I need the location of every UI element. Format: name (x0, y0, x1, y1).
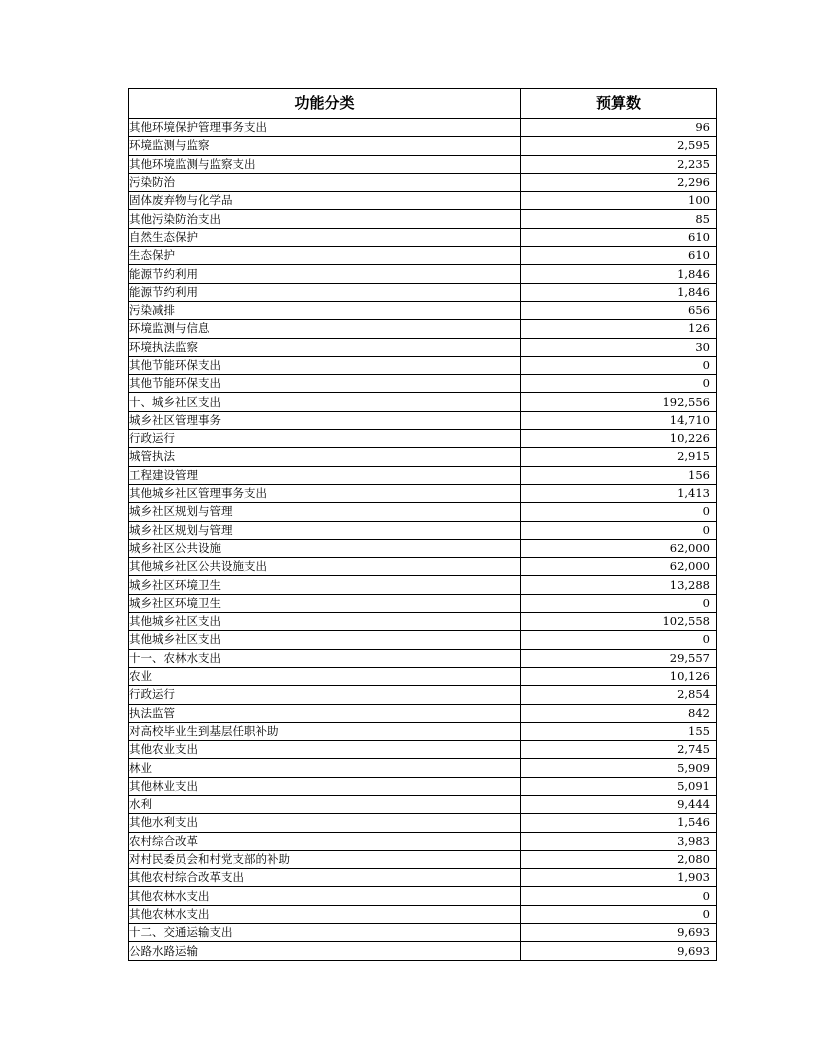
table-header-row (129, 89, 717, 119)
table-row (129, 265, 717, 283)
amount-cell: 9,693 (521, 942, 717, 960)
amount-header: 预算数 (521, 89, 717, 119)
category-cell: 生态保护 (129, 247, 521, 265)
table-row (129, 558, 717, 576)
amount-cell: 0 (521, 521, 717, 539)
category-cell: 自然生态保护 (129, 228, 521, 246)
amount-cell: 13,288 (521, 576, 717, 594)
table-row (129, 192, 717, 210)
category-cell: 其他环境保护管理事务支出 (129, 119, 521, 137)
table-row (129, 667, 717, 685)
table-row (129, 466, 717, 484)
table-row (129, 924, 717, 942)
amount-cell: 29,557 (521, 649, 717, 667)
amount-cell: 0 (521, 594, 717, 612)
table-row (129, 137, 717, 155)
amount-cell: 2,296 (521, 173, 717, 191)
table-row (129, 795, 717, 813)
category-cell: 林业 (129, 759, 521, 777)
category-cell: 行政运行 (129, 686, 521, 704)
amount-cell: 5,091 (521, 777, 717, 795)
table-row (129, 814, 717, 832)
category-cell: 其他农业支出 (129, 741, 521, 759)
table-row (129, 155, 717, 173)
category-cell: 公路水路运输 (129, 942, 521, 960)
amount-cell: 2,854 (521, 686, 717, 704)
category-cell: 行政运行 (129, 430, 521, 448)
amount-cell: 842 (521, 704, 717, 722)
category-cell: 其他城乡社区管理事务支出 (129, 484, 521, 502)
category-cell: 其他环境监测与监察支出 (129, 155, 521, 173)
amount-cell: 2,915 (521, 448, 717, 466)
table-row (129, 631, 717, 649)
amount-cell: 30 (521, 338, 717, 356)
category-cell: 城乡社区环境卫生 (129, 576, 521, 594)
table-row (129, 484, 717, 502)
table-row (129, 448, 717, 466)
table-row (129, 905, 717, 923)
category-cell: 其他农林水支出 (129, 887, 521, 905)
table-row (129, 850, 717, 868)
table-row (129, 722, 717, 740)
table-row (129, 375, 717, 393)
table-row (129, 247, 717, 265)
amount-cell: 126 (521, 320, 717, 338)
category-cell: 固体废弃物与化学品 (129, 192, 521, 210)
category-cell: 执法监管 (129, 704, 521, 722)
table-row (129, 356, 717, 374)
table-row (129, 777, 717, 795)
table-row (129, 301, 717, 319)
amount-cell: 0 (521, 356, 717, 374)
amount-cell: 192,556 (521, 393, 717, 411)
category-cell: 能源节约利用 (129, 265, 521, 283)
category-cell: 其他农林水支出 (129, 905, 521, 923)
table-row (129, 942, 717, 960)
category-cell: 环境监测与信息 (129, 320, 521, 338)
category-cell: 污染防治 (129, 173, 521, 191)
amount-cell: 2,235 (521, 155, 717, 173)
category-cell: 城乡社区管理事务 (129, 411, 521, 429)
category-cell: 十一、农林水支出 (129, 649, 521, 667)
category-cell: 农业 (129, 667, 521, 685)
category-cell: 城乡社区规划与管理 (129, 503, 521, 521)
category-cell: 城乡社区规划与管理 (129, 521, 521, 539)
category-cell: 其他林业支出 (129, 777, 521, 795)
amount-cell: 2,595 (521, 137, 717, 155)
table-row (129, 521, 717, 539)
table-row (129, 320, 717, 338)
amount-cell: 9,444 (521, 795, 717, 813)
table-row (129, 869, 717, 887)
amount-cell: 156 (521, 466, 717, 484)
budget-table (128, 88, 717, 961)
category-cell: 其他节能环保支出 (129, 356, 521, 374)
category-cell: 污染减排 (129, 301, 521, 319)
table-row (129, 832, 717, 850)
table-row (129, 686, 717, 704)
amount-cell: 9,693 (521, 924, 717, 942)
amount-cell: 1,546 (521, 814, 717, 832)
category-cell: 环境执法监察 (129, 338, 521, 356)
table-row (129, 228, 717, 246)
table-row (129, 503, 717, 521)
table-row (129, 613, 717, 631)
table-row (129, 594, 717, 612)
amount-cell: 96 (521, 119, 717, 137)
table-row (129, 759, 717, 777)
table-row (129, 119, 717, 137)
table-row (129, 887, 717, 905)
amount-cell: 102,558 (521, 613, 717, 631)
category-cell: 其他城乡社区公共设施支出 (129, 558, 521, 576)
category-cell: 十二、交通运输支出 (129, 924, 521, 942)
table-row (129, 338, 717, 356)
category-cell: 城乡社区环境卫生 (129, 594, 521, 612)
category-header: 功能分类 (129, 89, 521, 119)
category-cell: 其他农村综合改革支出 (129, 869, 521, 887)
amount-cell: 62,000 (521, 558, 717, 576)
category-cell: 农村综合改革 (129, 832, 521, 850)
amount-cell: 656 (521, 301, 717, 319)
amount-cell: 1,846 (521, 265, 717, 283)
category-cell: 环境监测与监察 (129, 137, 521, 155)
amount-cell: 62,000 (521, 539, 717, 557)
amount-cell: 0 (521, 503, 717, 521)
category-cell: 城乡社区公共设施 (129, 539, 521, 557)
table-row (129, 430, 717, 448)
amount-cell: 2,080 (521, 850, 717, 868)
category-cell: 其他节能环保支出 (129, 375, 521, 393)
table-row (129, 704, 717, 722)
amount-cell: 610 (521, 228, 717, 246)
category-cell: 其他污染防治支出 (129, 210, 521, 228)
amount-cell: 0 (521, 887, 717, 905)
amount-cell: 100 (521, 192, 717, 210)
category-cell: 十、城乡社区支出 (129, 393, 521, 411)
category-cell: 其他城乡社区支出 (129, 631, 521, 649)
category-cell: 城管执法 (129, 448, 521, 466)
amount-cell: 85 (521, 210, 717, 228)
amount-cell: 10,226 (521, 430, 717, 448)
amount-cell: 10,126 (521, 667, 717, 685)
table-row (129, 741, 717, 759)
category-cell: 水利 (129, 795, 521, 813)
table-row (129, 539, 717, 557)
amount-cell: 2,745 (521, 741, 717, 759)
table-row (129, 576, 717, 594)
category-cell: 工程建设管理 (129, 466, 521, 484)
table-row (129, 649, 717, 667)
table-row (129, 173, 717, 191)
category-cell: 对高校毕业生到基层任职补助 (129, 722, 521, 740)
category-cell: 对村民委员会和村党支部的补助 (129, 850, 521, 868)
amount-cell: 0 (521, 905, 717, 923)
amount-cell: 155 (521, 722, 717, 740)
table-row (129, 411, 717, 429)
amount-cell: 1,413 (521, 484, 717, 502)
amount-cell: 14,710 (521, 411, 717, 429)
amount-cell: 5,909 (521, 759, 717, 777)
amount-cell: 3,983 (521, 832, 717, 850)
amount-cell: 610 (521, 247, 717, 265)
amount-cell: 1,903 (521, 869, 717, 887)
table-row (129, 283, 717, 301)
category-cell: 其他水利支出 (129, 814, 521, 832)
category-cell: 能源节约利用 (129, 283, 521, 301)
table-row (129, 393, 717, 411)
table-body (129, 119, 717, 961)
amount-cell: 0 (521, 631, 717, 649)
amount-cell: 0 (521, 375, 717, 393)
table-row (129, 210, 717, 228)
amount-cell: 1,846 (521, 283, 717, 301)
category-cell: 其他城乡社区支出 (129, 613, 521, 631)
